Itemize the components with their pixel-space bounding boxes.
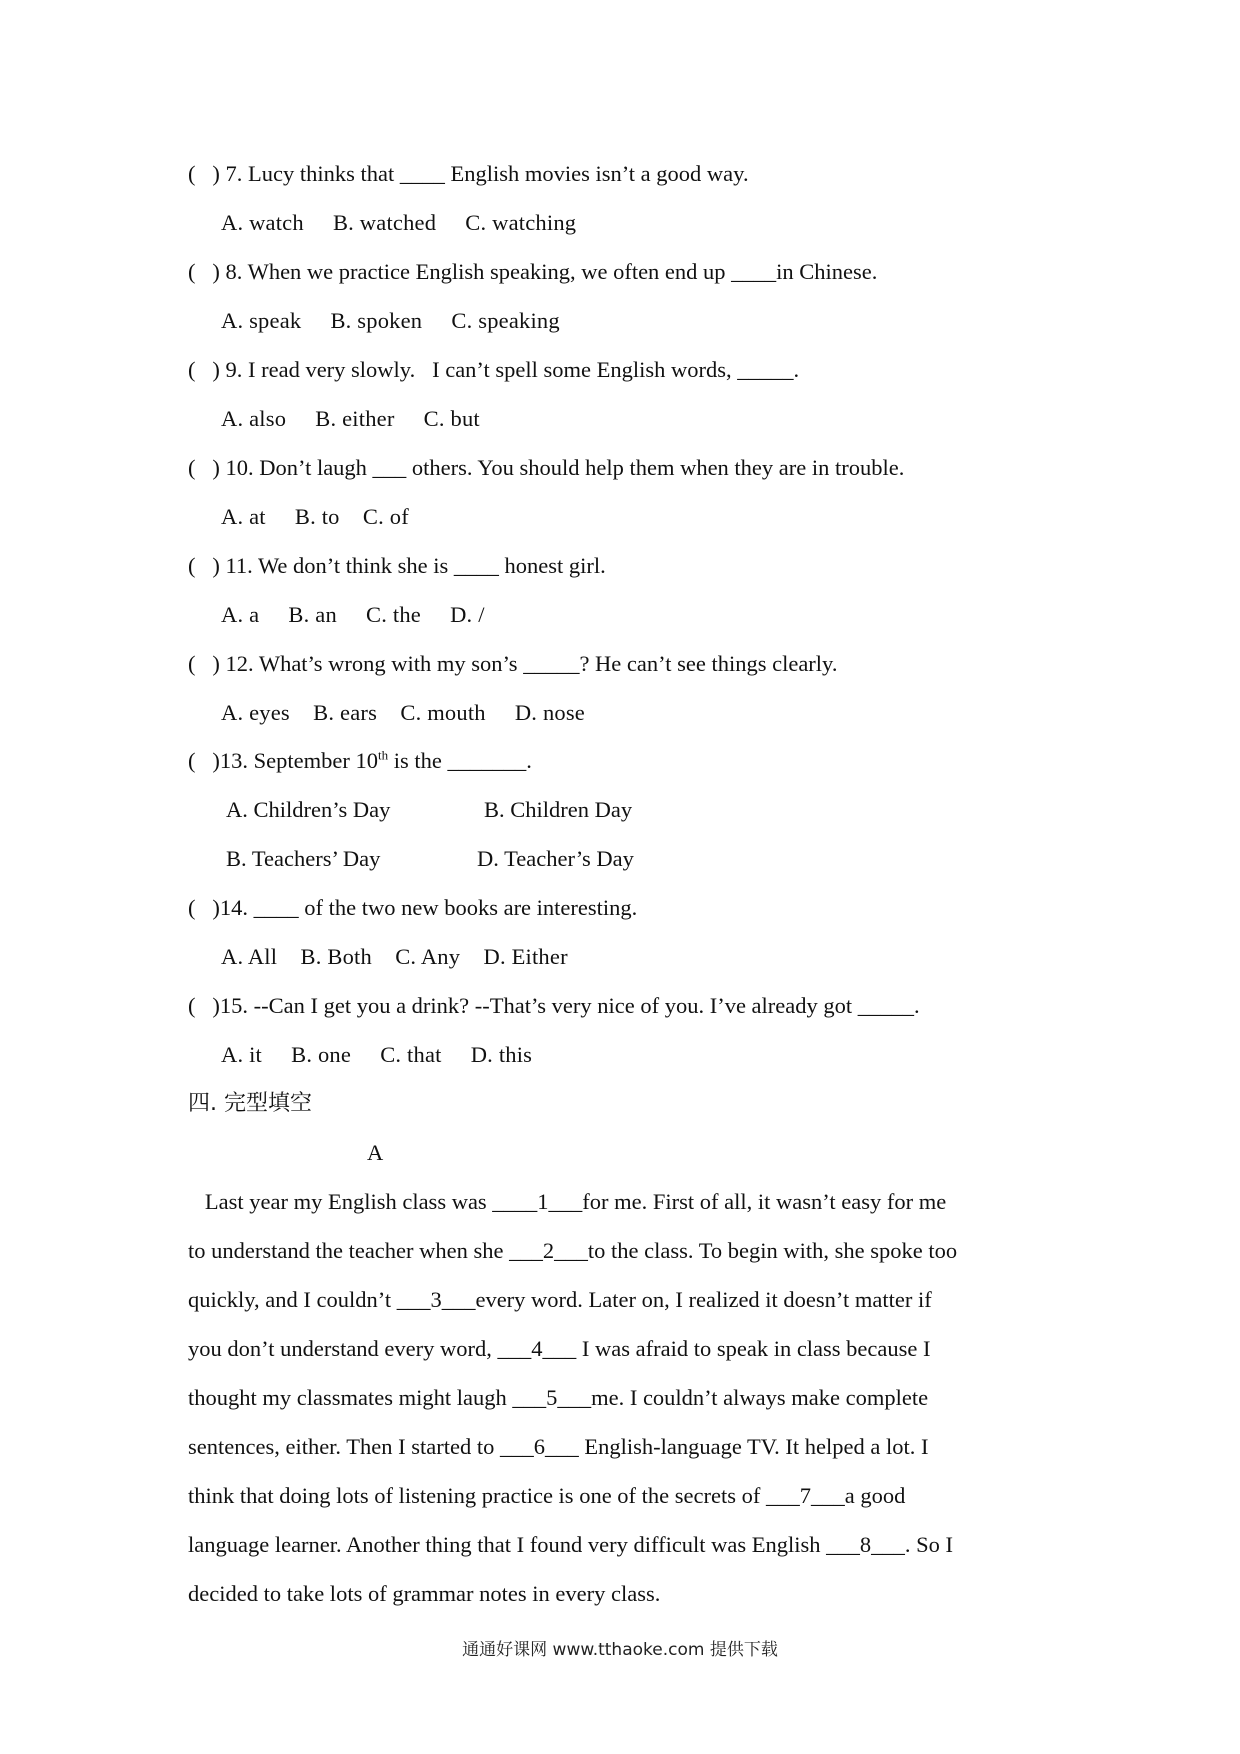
question-13-stem-tail: is the _______. (388, 748, 532, 773)
passage-line: language learner. Another thing that I found very difficult was English ___8___. So I (188, 1532, 954, 1557)
question-14-stem: ( )14. ____ of the two new books are interesting. (188, 895, 638, 920)
question-7-options: A. watch B. watched C. watching (221, 210, 577, 235)
question-10-options: A. at B. to C. of (221, 504, 409, 529)
question-13-stem-text: ( )13. September 10 (188, 748, 378, 773)
question-9-options: A. also B. either C. but (221, 406, 480, 431)
question-12-stem: ( ) 12. What’s wrong with my son’s _____? He can’t see things clearly. (188, 651, 838, 676)
passage-line: sentences, either. Then I started to ___6___ English-language TV. It helped a lot. I (188, 1434, 929, 1459)
question-13-superscript: th (377, 747, 389, 763)
passage-line: thought my classmates might laugh ___5___me. I couldn’t always make complete (188, 1385, 929, 1410)
question-14-options: A. All B. Both C. Any D. Either (221, 944, 568, 969)
question-7-stem: ( ) 7. Lucy thinks that ____ English movies isn’t a good way. (188, 161, 749, 186)
question-11-stem: ( ) 11. We don’t think she is ____ honest girl. (188, 553, 606, 578)
section-title: 四. 完型填空 (188, 1091, 312, 1116)
question-12-options: A. eyes B. ears C. mouth D. nose (221, 700, 585, 725)
question-15-options: A. it B. one C. that D. this (221, 1042, 533, 1067)
question-13-stem (188, 746, 532, 776)
page-footer: 通通好课网 www.tthaoke.com 提供下载 (462, 1640, 778, 1660)
question-13-option-b: B. Children Day (484, 797, 633, 822)
question-9-stem: ( ) 9. I read very slowly. I can’t spell some English words, _____. (188, 357, 800, 382)
passage-line: Last year my English class was ____1___for me. First of all, it wasn’t easy for me (188, 1189, 947, 1214)
question-10-stem: ( ) 10. Don’t laugh ___ others. You should help them when they are in trouble. (188, 455, 905, 480)
passage-line: you don’t understand every word, ___4___ I was afraid to speak in class because I (188, 1336, 931, 1361)
question-13-option-a: A. Children’s Day (226, 797, 391, 822)
question-13-option-d: D. Teacher’s Day (477, 846, 634, 871)
passage-line: think that doing lots of listening practice is one of the secrets of ___7___a good (188, 1483, 906, 1508)
passage-line: decided to take lots of grammar notes in every class. (188, 1581, 661, 1606)
question-13-option-c: B. Teachers’ Day (226, 846, 381, 871)
question-8-options: A. speak B. spoken C. speaking (221, 308, 560, 333)
passage-line: to understand the teacher when she ___2___to the class. To begin with, she spoke too (188, 1238, 958, 1263)
question-11-options: A. a B. an C. the D. / (221, 602, 485, 627)
passage-title: A (367, 1140, 384, 1165)
passage-line: quickly, and I couldn’t ___3___every word. Later on, I realized it doesn’t matter if (188, 1287, 932, 1312)
question-8-stem: ( ) 8. When we practice English speaking, we often end up ____in Chinese. (188, 259, 878, 284)
question-15-stem: ( )15. --Can I get you a drink? --That’s very nice of you. I’ve already got _____. (188, 993, 920, 1018)
